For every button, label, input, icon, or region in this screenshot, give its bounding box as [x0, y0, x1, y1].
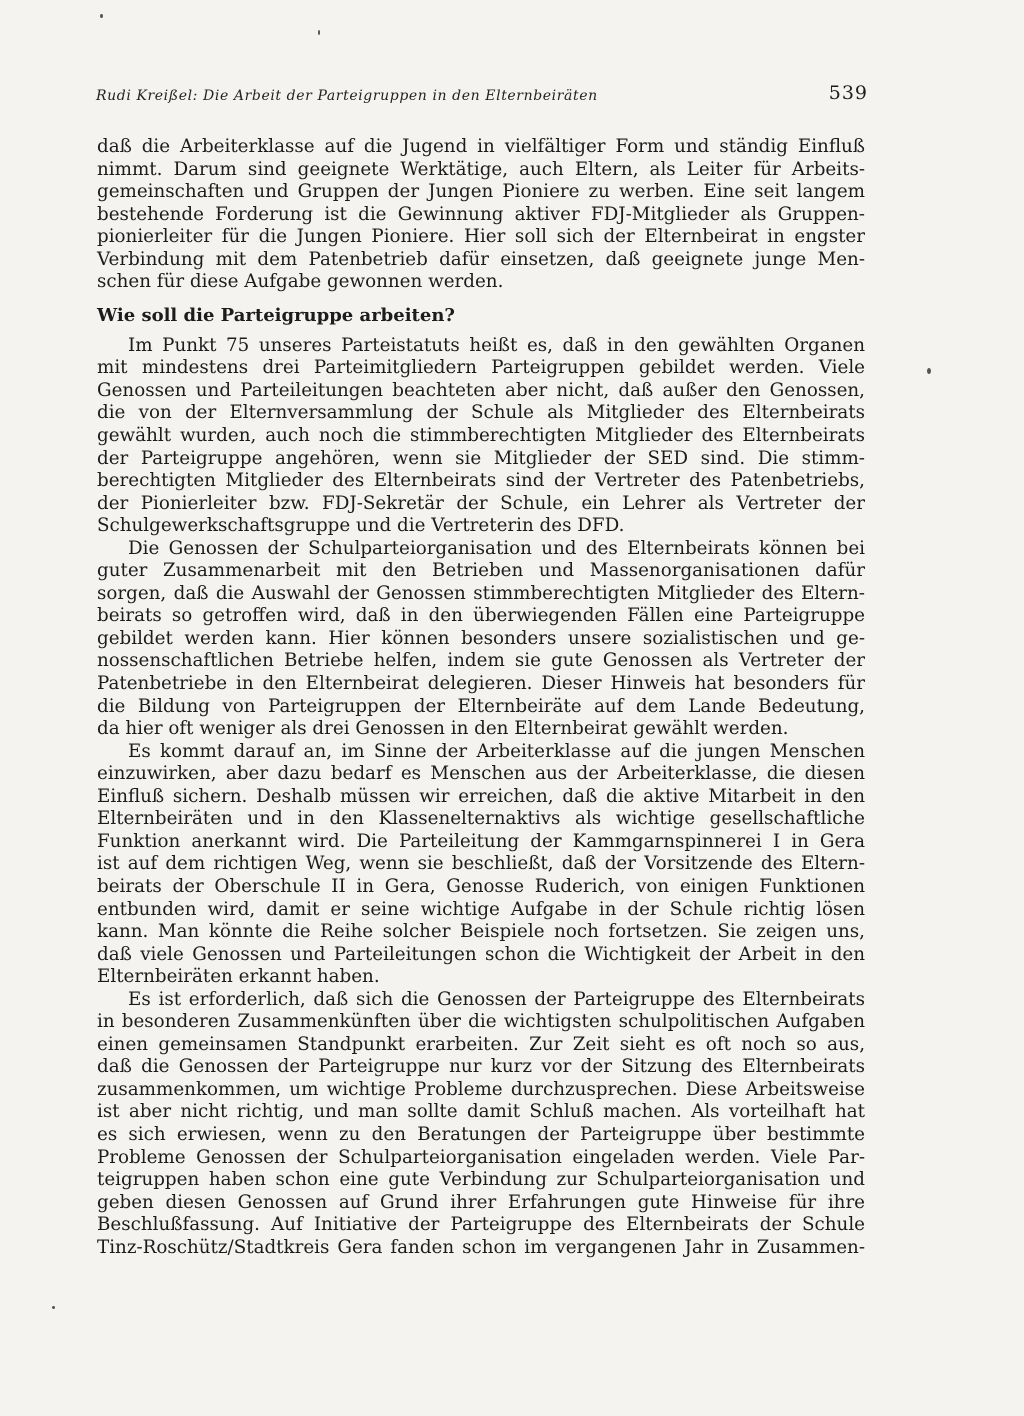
text-line: beirats so getroffen wird, daß in den überwiegenden Fällen eine Parteigruppe — [97, 605, 865, 627]
text-line: Es ist erforderlich, daß sich die Genossen der Parteigruppe des Elternbeirats — [128, 988, 865, 1010]
text-line: Patenbetriebe in den Elternbeirat delegieren. Dieser Hinweis hat besonders für — [97, 673, 865, 695]
text-line: beirats der Oberschule II in Gera, Genosse Ruderich, von einigen Funktionen — [97, 875, 865, 897]
paragraph-2 — [97, 335, 865, 538]
scan-speck — [318, 30, 320, 35]
paragraph-4 — [97, 741, 865, 989]
text-line: Im Punkt 75 unseres Parteistatuts heißt es, daß in den gewählten Organen — [128, 334, 865, 356]
text-line: Probleme Genossen der Schulparteiorganisation eingeladen werden. Viele Par- — [97, 1146, 865, 1168]
text-line: schen für diese Aufgabe gewonnen werden. — [97, 271, 504, 293]
running-head — [96, 82, 868, 110]
section-heading: Wie soll die Parteigruppe arbeiten? — [97, 304, 455, 326]
text-line: berechtigten Mitglieder des Elternbeirats sind der Vertreter des Patenbetriebs, — [97, 470, 865, 492]
text-line: einzuwirken, aber dazu bedarf es Menschen aus der Arbeiterklasse, die diesen — [97, 763, 865, 785]
text-line: die von der Elternversammlung der Schule als Mitglieder des Elternbeirats — [97, 402, 865, 424]
paragraph-1 — [97, 136, 865, 294]
text-line: mit mindestens drei Parteimitgliedern Parteigruppen gebildet werden. Viele — [97, 357, 865, 379]
text-line: Beschlußfassung. Auf Initiative der Parteigruppe des Elternbeirats der Schule — [97, 1214, 865, 1236]
text-line: daß viele Genossen und Parteileitungen schon die Wichtigkeit der Arbeit in den — [97, 943, 865, 965]
scan-speck — [927, 368, 931, 374]
body-text — [97, 136, 865, 1259]
text-line: nimmt. Darum sind geeignete Werktätige, auch Eltern, als Leiter für Arbeits- — [97, 158, 865, 180]
text-line: gebildet werden kann. Hier können besonders unsere sozialistischen und ge- — [97, 627, 865, 649]
text-line: Tinz-Roschütz/Stadtkreis Gera fanden schon im vergangenen Jahr in Zusammen- — [97, 1236, 865, 1258]
text-line: guter Zusammenarbeit mit den Betrieben und Massenorganisationen dafür — [97, 560, 865, 582]
text-line: da hier oft weniger als drei Genossen in den Elternbeirat gewählt werden. — [97, 718, 789, 740]
text-line: pionierleiter für die Jungen Pioniere. Hier soll sich der Elternbeirat in engster — [97, 226, 865, 248]
text-line: in besonderen Zusammenkünften über die wichtigsten schulpolitischen Aufgaben — [97, 1011, 865, 1033]
text-line: daß die Arbeiterklasse auf die Jugend in vielfältiger Form und ständig Einfluß — [97, 136, 865, 157]
text-line: Genossen und Parteileitungen beachteten aber nicht, daß außer den Genossen, — [97, 379, 865, 401]
text-line: ist aber nicht richtig, und man sollte damit Schluß machen. Als vorteilhaft hat — [97, 1101, 865, 1123]
scan-speck — [52, 1306, 55, 1309]
text-line: Verbindung mit dem Patenbetrieb dafür einsetzen, daß geeignete junge Men- — [97, 248, 865, 270]
scan-speck — [100, 14, 103, 18]
text-line: kann. Man könnte die Reihe solcher Beispiele noch fortsetzen. Sie zeigen uns, — [97, 921, 865, 943]
page-number: 539 — [828, 82, 868, 104]
text-line: ist auf dem richtigen Weg, wenn sie beschließt, daß der Vorsitzende des Eltern- — [97, 853, 865, 875]
text-line: Einfluß sichern. Deshalb müssen wir erreichen, daß die aktive Mitarbeit in den — [97, 785, 865, 807]
text-line: die Bildung von Parteigruppen der Elternbeiräte auf dem Lande Bedeutung, — [97, 695, 865, 717]
text-line: geben diesen Genossen auf Grund ihrer Erfahrungen gute Hinweise für ihre — [97, 1191, 865, 1213]
text-line: es sich erwiesen, wenn zu den Beratungen der Parteigruppe über bestimmte — [97, 1123, 865, 1145]
text-line: der Parteigruppe angehören, wenn sie Mitglieder der SED sind. Die stimm- — [97, 447, 865, 469]
paragraph-5 — [97, 989, 865, 1260]
text-line: Schulgewerkschaftsgruppe und die Vertreterin des DFD. — [97, 515, 625, 537]
text-line: der Pionierleiter bzw. FDJ-Sekretär der Schule, ein Lehrer als Vertreter der — [97, 492, 865, 514]
text-line: bestehende Forderung ist die Gewinnung aktiver FDJ-Mitglieder als Gruppen- — [97, 203, 865, 225]
text-line: nossenschaftlichen Betriebe helfen, indem sie gute Genossen als Vertreter der — [97, 650, 865, 672]
text-line: gemeinschaften und Gruppen der Jungen Pioniere zu werben. Eine seit langem — [97, 181, 865, 203]
text-line: Funktion anerkannt wird. Die Parteileitung der Kammgarnspinnerei I in Gera — [97, 830, 865, 852]
text-line: Die Genossen der Schulparteiorganisation und des Elternbeirats können bei — [128, 537, 865, 559]
text-line: daß die Genossen der Parteigruppe nur kurz vor der Sitzung des Elternbeirats — [97, 1056, 865, 1078]
text-line: Elternbeiräten erkannt haben. — [97, 966, 380, 988]
text-line: Elternbeiräten und in den Klassenelternaktivs als wichtige gesellschaftliche — [97, 808, 865, 830]
text-line: entbunden wird, damit er seine wichtige Aufgabe in der Schule richtig lösen — [97, 898, 865, 920]
text-line: einen gemeinsamen Standpunkt erarbeiten. Zur Zeit sieht es oft noch so aus, — [97, 1033, 865, 1055]
text-line: sorgen, daß die Auswahl der Genossen stimmberechtigten Mitglieder des Eltern- — [97, 582, 865, 604]
running-title: Rudi Kreißel: Die Arbeit der Parteigruppen in den Elternbeiräten — [96, 88, 598, 104]
text-line: Es kommt darauf an, im Sinne der Arbeiterklasse auf die jungen Menschen — [128, 740, 865, 762]
text-line: gewählt wurden, auch noch die stimmberechtigten Mitglieder des Elternbeirats — [97, 425, 865, 447]
text-line: zusammenkommen, um wichtige Probleme durchzusprechen. Diese Arbeitsweise — [97, 1078, 865, 1100]
text-line: teigruppen haben schon eine gute Verbindung zur Schulparteiorganisation und — [97, 1169, 865, 1191]
paragraph-3 — [97, 538, 865, 741]
